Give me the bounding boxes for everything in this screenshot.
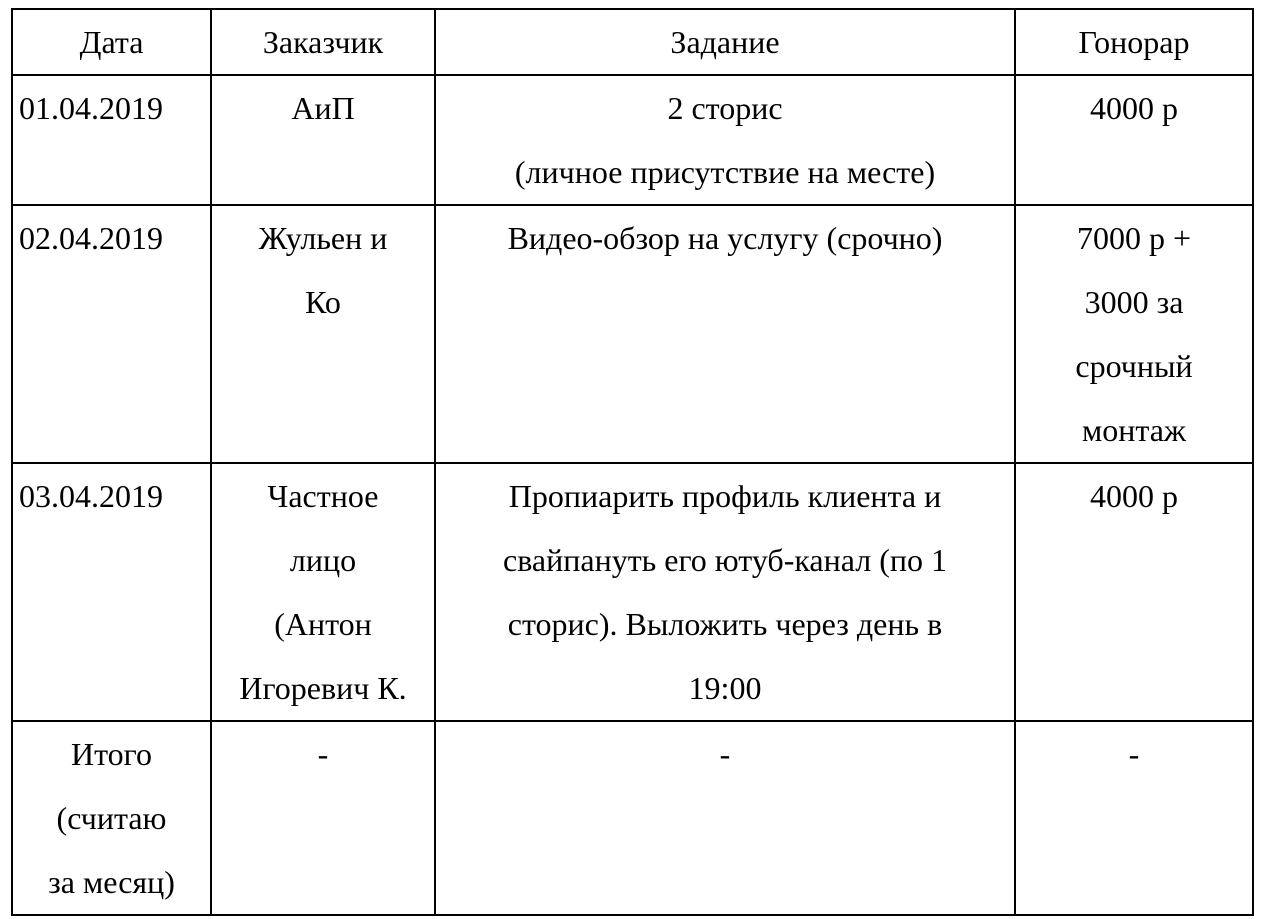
cell-fee: 4000 р: [1015, 75, 1253, 205]
cell-task: Пропиарить профиль клиента и свайпануть его ютуб-канал (по 1 сторис). Выложить через день в 19:00: [435, 463, 1015, 721]
cell-client: -: [211, 721, 435, 915]
orders-table: [11, 8, 1254, 916]
cell-fee: -: [1015, 721, 1253, 915]
table-row-total: [12, 721, 1253, 915]
cell-fee: 7000 р + 3000 за срочный монтаж: [1015, 205, 1253, 463]
cell-client: Жульен и Ко: [211, 205, 435, 463]
cell-total-label: Итого (считаю за месяц): [12, 721, 211, 915]
cell-task: -: [435, 721, 1015, 915]
cell-task: Видео-обзор на услугу (срочно): [435, 205, 1015, 463]
table-row: [12, 463, 1253, 721]
cell-task: 2 сторис (личное присутствие на месте): [435, 75, 1015, 205]
cell-fee: 4000 р: [1015, 463, 1253, 721]
table-row: [12, 75, 1253, 205]
header-fee: Гонорар: [1015, 9, 1253, 75]
header-client: Заказчик: [211, 9, 435, 75]
cell-date: 02.04.2019: [12, 205, 211, 463]
cell-client: Частное лицо (Антон Игоревич К.: [211, 463, 435, 721]
cell-date: 03.04.2019: [12, 463, 211, 721]
header-date: Дата: [12, 9, 211, 75]
table-row: [12, 205, 1253, 463]
cell-client: АиП: [211, 75, 435, 205]
cell-date: 01.04.2019: [12, 75, 211, 205]
header-task: Задание: [435, 9, 1015, 75]
table-header-row: [12, 9, 1253, 75]
